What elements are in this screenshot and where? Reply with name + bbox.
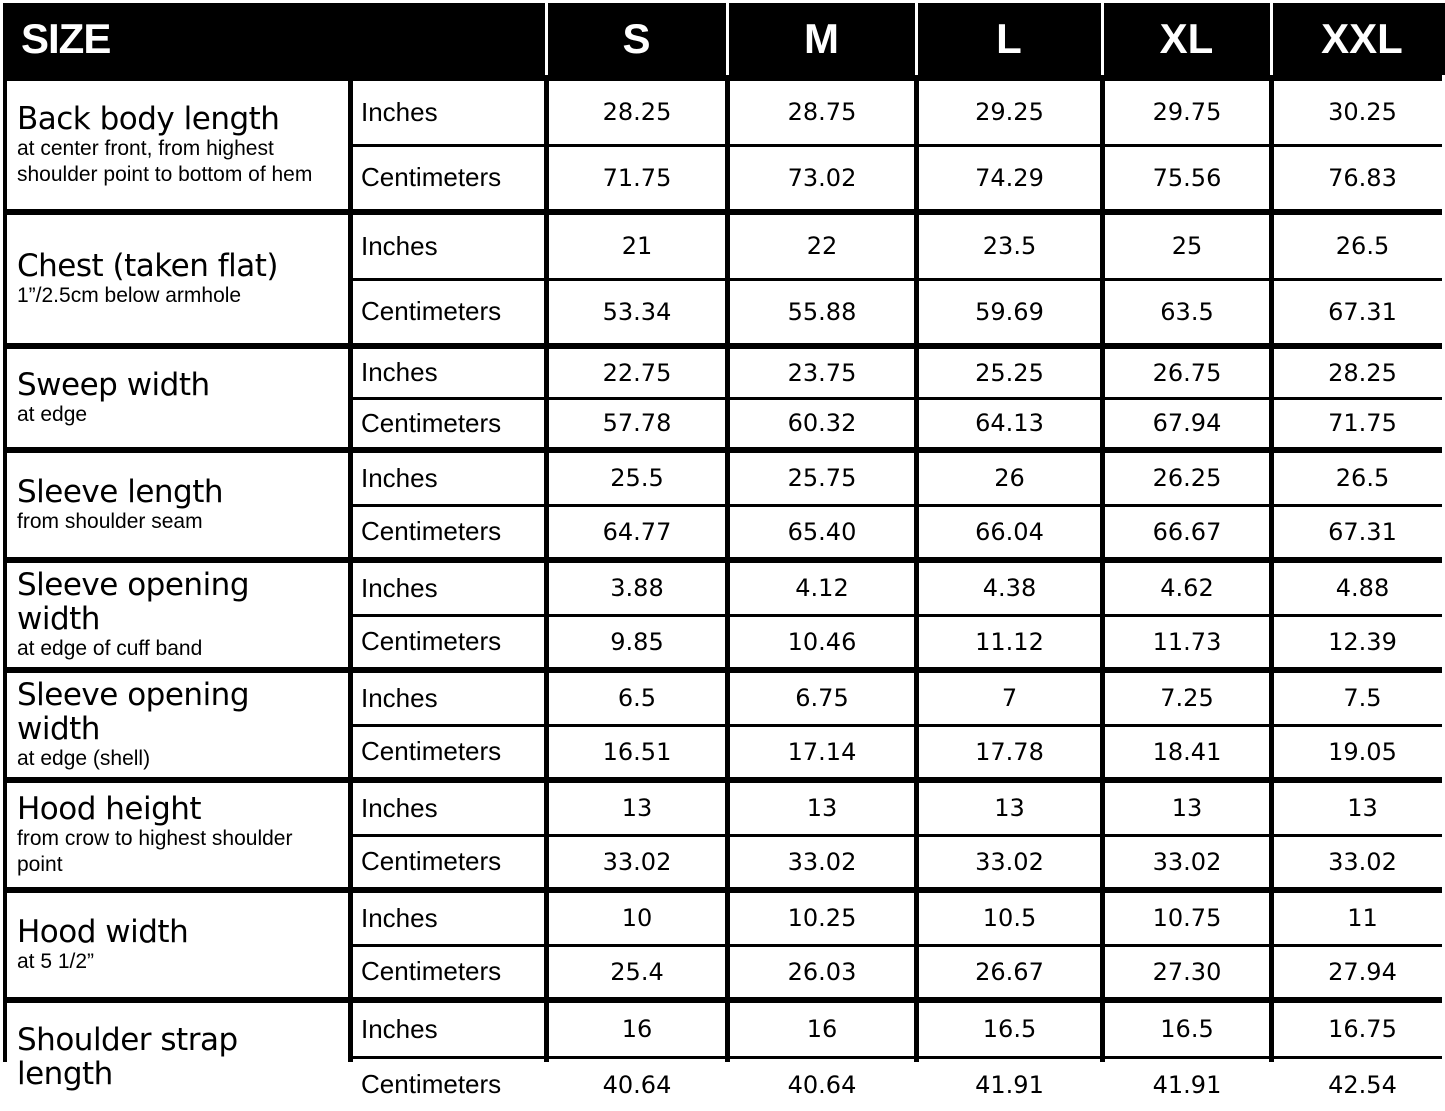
value-cell-centimeters: 16.51 [549, 727, 725, 778]
measurement-description: at 5 1/2” [17, 949, 338, 975]
value-pair [730, 215, 914, 343]
value-cell-centimeters: 76.83 [1274, 147, 1445, 210]
value-cell-inches: 26.5 [1274, 215, 1445, 278]
value-pair [919, 453, 1100, 557]
value-cell-inches: 25.5 [549, 453, 725, 504]
unit-label-centimeters: Centimeters [353, 727, 544, 778]
value-pair [1274, 563, 1445, 667]
value-cell-inches: 16.75 [1274, 1003, 1445, 1056]
measurement-label [7, 349, 348, 447]
value-pair [1105, 81, 1269, 209]
value-cell-centimeters: 33.02 [1105, 837, 1269, 888]
value-cell-centimeters: 12.39 [1274, 617, 1445, 668]
value-pair [1105, 453, 1269, 557]
value-pair [549, 673, 725, 777]
value-cell-centimeters: 41.91 [919, 1059, 1100, 1111]
value-pair [1274, 783, 1445, 887]
value-cell-centimeters: 64.13 [919, 400, 1100, 448]
value-cell-centimeters: 11.73 [1105, 617, 1269, 668]
value-pair [549, 349, 725, 447]
value-pair [1274, 215, 1445, 343]
value-cell-centimeters: 55.88 [730, 281, 914, 344]
value-cell-inches: 21 [549, 215, 725, 278]
value-pair [730, 81, 914, 209]
size-column-s: S [545, 3, 725, 75]
value-pair [549, 893, 725, 997]
measurement-label [7, 1003, 348, 1111]
unit-label-centimeters: Centimeters [353, 1059, 544, 1111]
value-cell-centimeters: 41.91 [1105, 1059, 1269, 1111]
unit-label-centimeters: Centimeters [353, 281, 544, 344]
unit-label-inches: Inches [353, 673, 544, 724]
value-cell-inches: 29.25 [919, 81, 1100, 144]
value-cell-centimeters: 17.14 [730, 727, 914, 778]
unit-label-inches: Inches [353, 349, 544, 397]
value-cell-centimeters: 71.75 [1274, 400, 1445, 448]
value-cell-centimeters: 27.94 [1274, 947, 1445, 998]
value-cell-centimeters: 18.41 [1105, 727, 1269, 778]
size-chart-table [3, 3, 1442, 1062]
measurement-label [7, 563, 348, 667]
unit-pair [353, 673, 544, 777]
value-cell-inches: 25.25 [919, 349, 1100, 397]
value-pair [730, 563, 914, 667]
value-cell-inches: 6.75 [730, 673, 914, 724]
value-cell-centimeters: 71.75 [549, 147, 725, 210]
value-cell-inches: 26 [919, 453, 1100, 504]
measurement-name: Sleeve length [17, 475, 338, 509]
measurement-name: Hood width [17, 915, 338, 949]
value-cell-centimeters: 75.56 [1105, 147, 1269, 210]
value-cell-centimeters: 59.69 [919, 281, 1100, 344]
unit-label-centimeters: Centimeters [353, 837, 544, 888]
value-cell-centimeters: 33.02 [919, 837, 1100, 888]
value-pair [549, 783, 725, 887]
value-pair [919, 81, 1100, 209]
value-cell-inches: 10.75 [1105, 893, 1269, 944]
value-pair [1105, 1003, 1269, 1111]
value-cell-inches: 7 [919, 673, 1100, 724]
value-cell-inches: 26.75 [1105, 349, 1269, 397]
value-cell-inches: 30.25 [1274, 81, 1445, 144]
value-cell-centimeters: 17.78 [919, 727, 1100, 778]
measurement-description: at edge (shell) [17, 746, 338, 772]
value-cell-centimeters: 57.78 [549, 400, 725, 448]
unit-label-inches: Inches [353, 1003, 544, 1056]
value-cell-centimeters: 40.64 [549, 1059, 725, 1111]
value-pair [919, 783, 1100, 887]
value-pair [549, 1003, 725, 1111]
measurement-description: at center front, from highest shoulder point to bottom of hem [17, 136, 338, 188]
value-cell-inches: 10 [549, 893, 725, 944]
value-cell-inches: 13 [1274, 783, 1445, 834]
value-cell-inches: 4.88 [1274, 563, 1445, 614]
size-column-xxl: XXL [1270, 3, 1445, 75]
value-cell-inches: 7.5 [1274, 673, 1445, 724]
unit-label-centimeters: Centimeters [353, 947, 544, 998]
value-cell-centimeters: 67.31 [1274, 507, 1445, 558]
value-pair [549, 81, 725, 209]
value-pair [1105, 893, 1269, 997]
value-cell-centimeters: 67.31 [1274, 281, 1445, 344]
value-pair [549, 215, 725, 343]
value-cell-inches: 6.5 [549, 673, 725, 724]
unit-pair [353, 453, 544, 557]
measurement-description: at edge [17, 402, 338, 428]
value-cell-centimeters: 66.67 [1105, 507, 1269, 558]
value-pair [919, 673, 1100, 777]
measurement-name: Shoulder strap length [17, 1023, 338, 1091]
value-pair [1274, 349, 1445, 447]
unit-pair [353, 893, 544, 997]
value-cell-inches: 22 [730, 215, 914, 278]
value-pair [919, 349, 1100, 447]
measurement-description: from crow to highest shoulder point [17, 826, 338, 878]
unit-pair [353, 563, 544, 667]
value-cell-inches: 10.25 [730, 893, 914, 944]
value-cell-inches: 28.25 [1274, 349, 1445, 397]
unit-pair [353, 783, 544, 887]
value-cell-inches: 4.38 [919, 563, 1100, 614]
unit-pair [353, 81, 544, 209]
value-pair [1105, 783, 1269, 887]
value-cell-centimeters: 10.46 [730, 617, 914, 668]
unit-label-inches: Inches [353, 783, 544, 834]
value-pair [1274, 81, 1445, 209]
value-pair [730, 1003, 914, 1111]
unit-pair [353, 1003, 544, 1111]
measurement-label [7, 215, 348, 343]
value-pair [549, 563, 725, 667]
size-column-xl: XL [1101, 3, 1269, 75]
value-cell-inches: 22.75 [549, 349, 725, 397]
size-header: SIZE [7, 3, 544, 75]
value-cell-centimeters: 33.02 [549, 837, 725, 888]
measurement-name: Sleeve opening width [17, 568, 338, 636]
unit-pair [353, 349, 544, 447]
value-cell-centimeters: 27.30 [1105, 947, 1269, 998]
value-cell-centimeters: 65.40 [730, 507, 914, 558]
unit-label-inches: Inches [353, 81, 544, 144]
value-pair [730, 349, 914, 447]
value-cell-centimeters: 25.4 [549, 947, 725, 998]
value-cell-centimeters: 26.03 [730, 947, 914, 998]
value-cell-inches: 25 [1105, 215, 1269, 278]
value-cell-centimeters: 19.05 [1274, 727, 1445, 778]
size-column-m: M [726, 3, 914, 75]
value-pair [919, 563, 1100, 667]
measurement-label [7, 81, 348, 209]
value-cell-inches: 26.25 [1105, 453, 1269, 504]
value-pair [730, 453, 914, 557]
value-cell-centimeters: 60.32 [730, 400, 914, 448]
value-pair [1274, 453, 1445, 557]
value-cell-centimeters: 73.02 [730, 147, 914, 210]
value-cell-inches: 25.75 [730, 453, 914, 504]
value-pair [730, 893, 914, 997]
value-cell-inches: 7.25 [1105, 673, 1269, 724]
value-pair [1274, 673, 1445, 777]
unit-label-centimeters: Centimeters [353, 147, 544, 210]
value-cell-inches: 16 [730, 1003, 914, 1056]
unit-label-centimeters: Centimeters [353, 617, 544, 668]
value-cell-inches: 3.88 [549, 563, 725, 614]
value-cell-centimeters: 9.85 [549, 617, 725, 668]
value-cell-centimeters: 11.12 [919, 617, 1100, 668]
value-cell-inches: 28.75 [730, 81, 914, 144]
value-pair [1105, 563, 1269, 667]
measurement-name: Hood height [17, 792, 338, 826]
value-cell-inches: 4.62 [1105, 563, 1269, 614]
value-cell-centimeters: 40.64 [730, 1059, 914, 1111]
unit-label-inches: Inches [353, 563, 544, 614]
value-cell-centimeters: 26.67 [919, 947, 1100, 998]
measurement-description: 1”/2.5cm below armhole [17, 283, 338, 309]
measurement-label [7, 673, 348, 777]
value-pair [1105, 215, 1269, 343]
value-cell-inches: 4.12 [730, 563, 914, 614]
value-cell-inches: 26.5 [1274, 453, 1445, 504]
measurement-name: Chest (taken flat) [17, 249, 338, 283]
unit-pair [353, 215, 544, 343]
value-cell-inches: 13 [730, 783, 914, 834]
value-cell-inches: 23.5 [919, 215, 1100, 278]
value-cell-centimeters: 66.04 [919, 507, 1100, 558]
value-cell-centimeters: 67.94 [1105, 400, 1269, 448]
value-cell-centimeters: 64.77 [549, 507, 725, 558]
value-pair [1274, 893, 1445, 997]
measurement-name: Sleeve opening width [17, 678, 338, 746]
value-pair [1274, 1003, 1445, 1111]
value-pair [730, 783, 914, 887]
value-cell-inches: 16.5 [1105, 1003, 1269, 1056]
value-cell-inches: 28.25 [549, 81, 725, 144]
measurement-label [7, 453, 348, 557]
value-cell-inches: 10.5 [919, 893, 1100, 944]
measurement-label [7, 893, 348, 997]
value-pair [1105, 349, 1269, 447]
unit-label-centimeters: Centimeters [353, 507, 544, 558]
value-pair [1105, 673, 1269, 777]
value-cell-centimeters: 74.29 [919, 147, 1100, 210]
value-pair [919, 1003, 1100, 1111]
unit-label-inches: Inches [353, 893, 544, 944]
measurement-name: Back body length [17, 102, 338, 136]
value-pair [919, 215, 1100, 343]
size-column-l: L [915, 3, 1100, 75]
value-cell-centimeters: 33.02 [1274, 837, 1445, 888]
value-pair [549, 453, 725, 557]
value-cell-inches: 23.75 [730, 349, 914, 397]
measurement-description: at edge of cuff band [17, 636, 338, 662]
value-cell-centimeters: 33.02 [730, 837, 914, 888]
value-pair [730, 673, 914, 777]
unit-label-centimeters: Centimeters [353, 400, 544, 448]
value-cell-centimeters: 53.34 [549, 281, 725, 344]
measurement-name: Sweep width [17, 368, 338, 402]
unit-label-inches: Inches [353, 215, 544, 278]
value-cell-inches: 16 [549, 1003, 725, 1056]
value-cell-inches: 29.75 [1105, 81, 1269, 144]
measurement-description: from shoulder seam [17, 509, 338, 535]
value-cell-inches: 13 [1105, 783, 1269, 834]
value-cell-inches: 11 [1274, 893, 1445, 944]
unit-label-inches: Inches [353, 453, 544, 504]
value-cell-inches: 16.5 [919, 1003, 1100, 1056]
value-cell-inches: 13 [919, 783, 1100, 834]
value-cell-centimeters: 42.54 [1274, 1059, 1445, 1111]
value-cell-centimeters: 63.5 [1105, 281, 1269, 344]
measurement-label [7, 783, 348, 887]
value-pair [919, 893, 1100, 997]
value-cell-inches: 13 [549, 783, 725, 834]
